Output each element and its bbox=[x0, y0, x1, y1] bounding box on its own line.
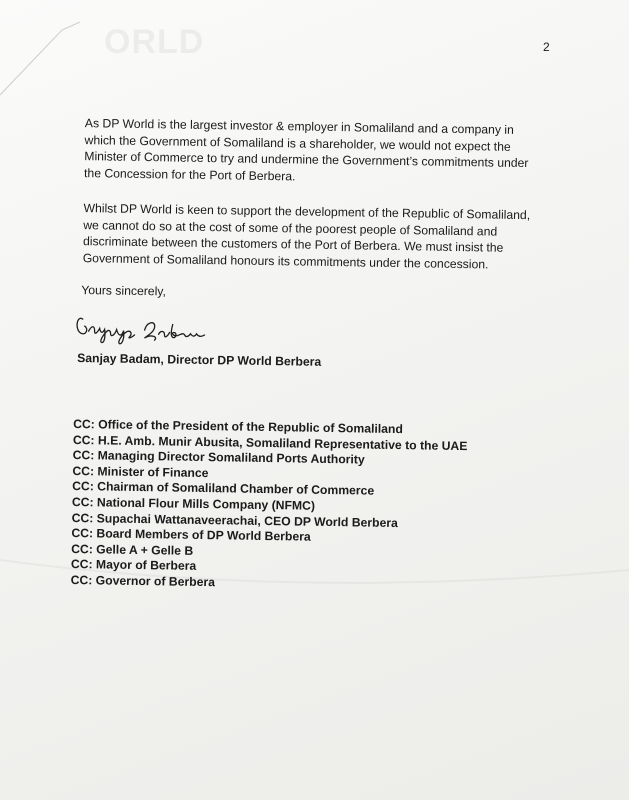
cc-item: CC: Minister of Finance bbox=[72, 463, 209, 480]
handwritten-signature bbox=[74, 309, 545, 356]
signatory-line: Sanjay Badam, Director DP World Berbera bbox=[77, 351, 322, 369]
cc-item: CC: Chairman of Somaliland Chamber of Commerce bbox=[72, 479, 375, 499]
cc-item: CC: Managing Director Somaliland Ports Authority bbox=[72, 448, 365, 467]
letter-body bbox=[71, 115, 548, 596]
cc-item: CC: H.E. Amb. Munir Abusita, Somaliland Representative to the UAE bbox=[72, 432, 468, 453]
cc-list bbox=[71, 417, 544, 596]
bleed-through-logo: ORLD bbox=[104, 23, 205, 61]
closing-salutation: Yours sincerely, bbox=[81, 283, 167, 299]
paragraph-commitments: Whilst DP World is keen to support the development of the Republic of Somaliland, we cannot do so at the cost of some of the poorest people of Somaliland and discriminate between the customers of the Port of Berbera. We must insist the Government of Somaliland honours its commitments under the concession. bbox=[82, 201, 531, 271]
cc-item: CC: Board Members of DP World Berbera bbox=[71, 526, 311, 544]
cc-item: CC: Office of the President of the Republic of Somaliland bbox=[73, 416, 403, 437]
paragraph-investor: As DP World is the largest investor & employer in Somaliland and a company in which the Government of Somaliland is a shareholder, we would not expect the Minister of Commerce to try and undermine the Government’s commitments under the Concession for the Port of Berbera. bbox=[83, 116, 529, 183]
cc-item: CC: Gelle A + Gelle B bbox=[71, 541, 194, 558]
cc-item: CC: Governor of Berbera bbox=[70, 572, 216, 590]
page-number: 2 bbox=[543, 40, 550, 54]
cc-item: CC: National Flour Mills Company (NFMC) bbox=[71, 494, 316, 513]
cc-item: CC: Mayor of Berbera bbox=[70, 557, 197, 574]
cc-item: CC: Supachai Wattanaveerachai, CEO DP World Berbera bbox=[71, 510, 398, 530]
